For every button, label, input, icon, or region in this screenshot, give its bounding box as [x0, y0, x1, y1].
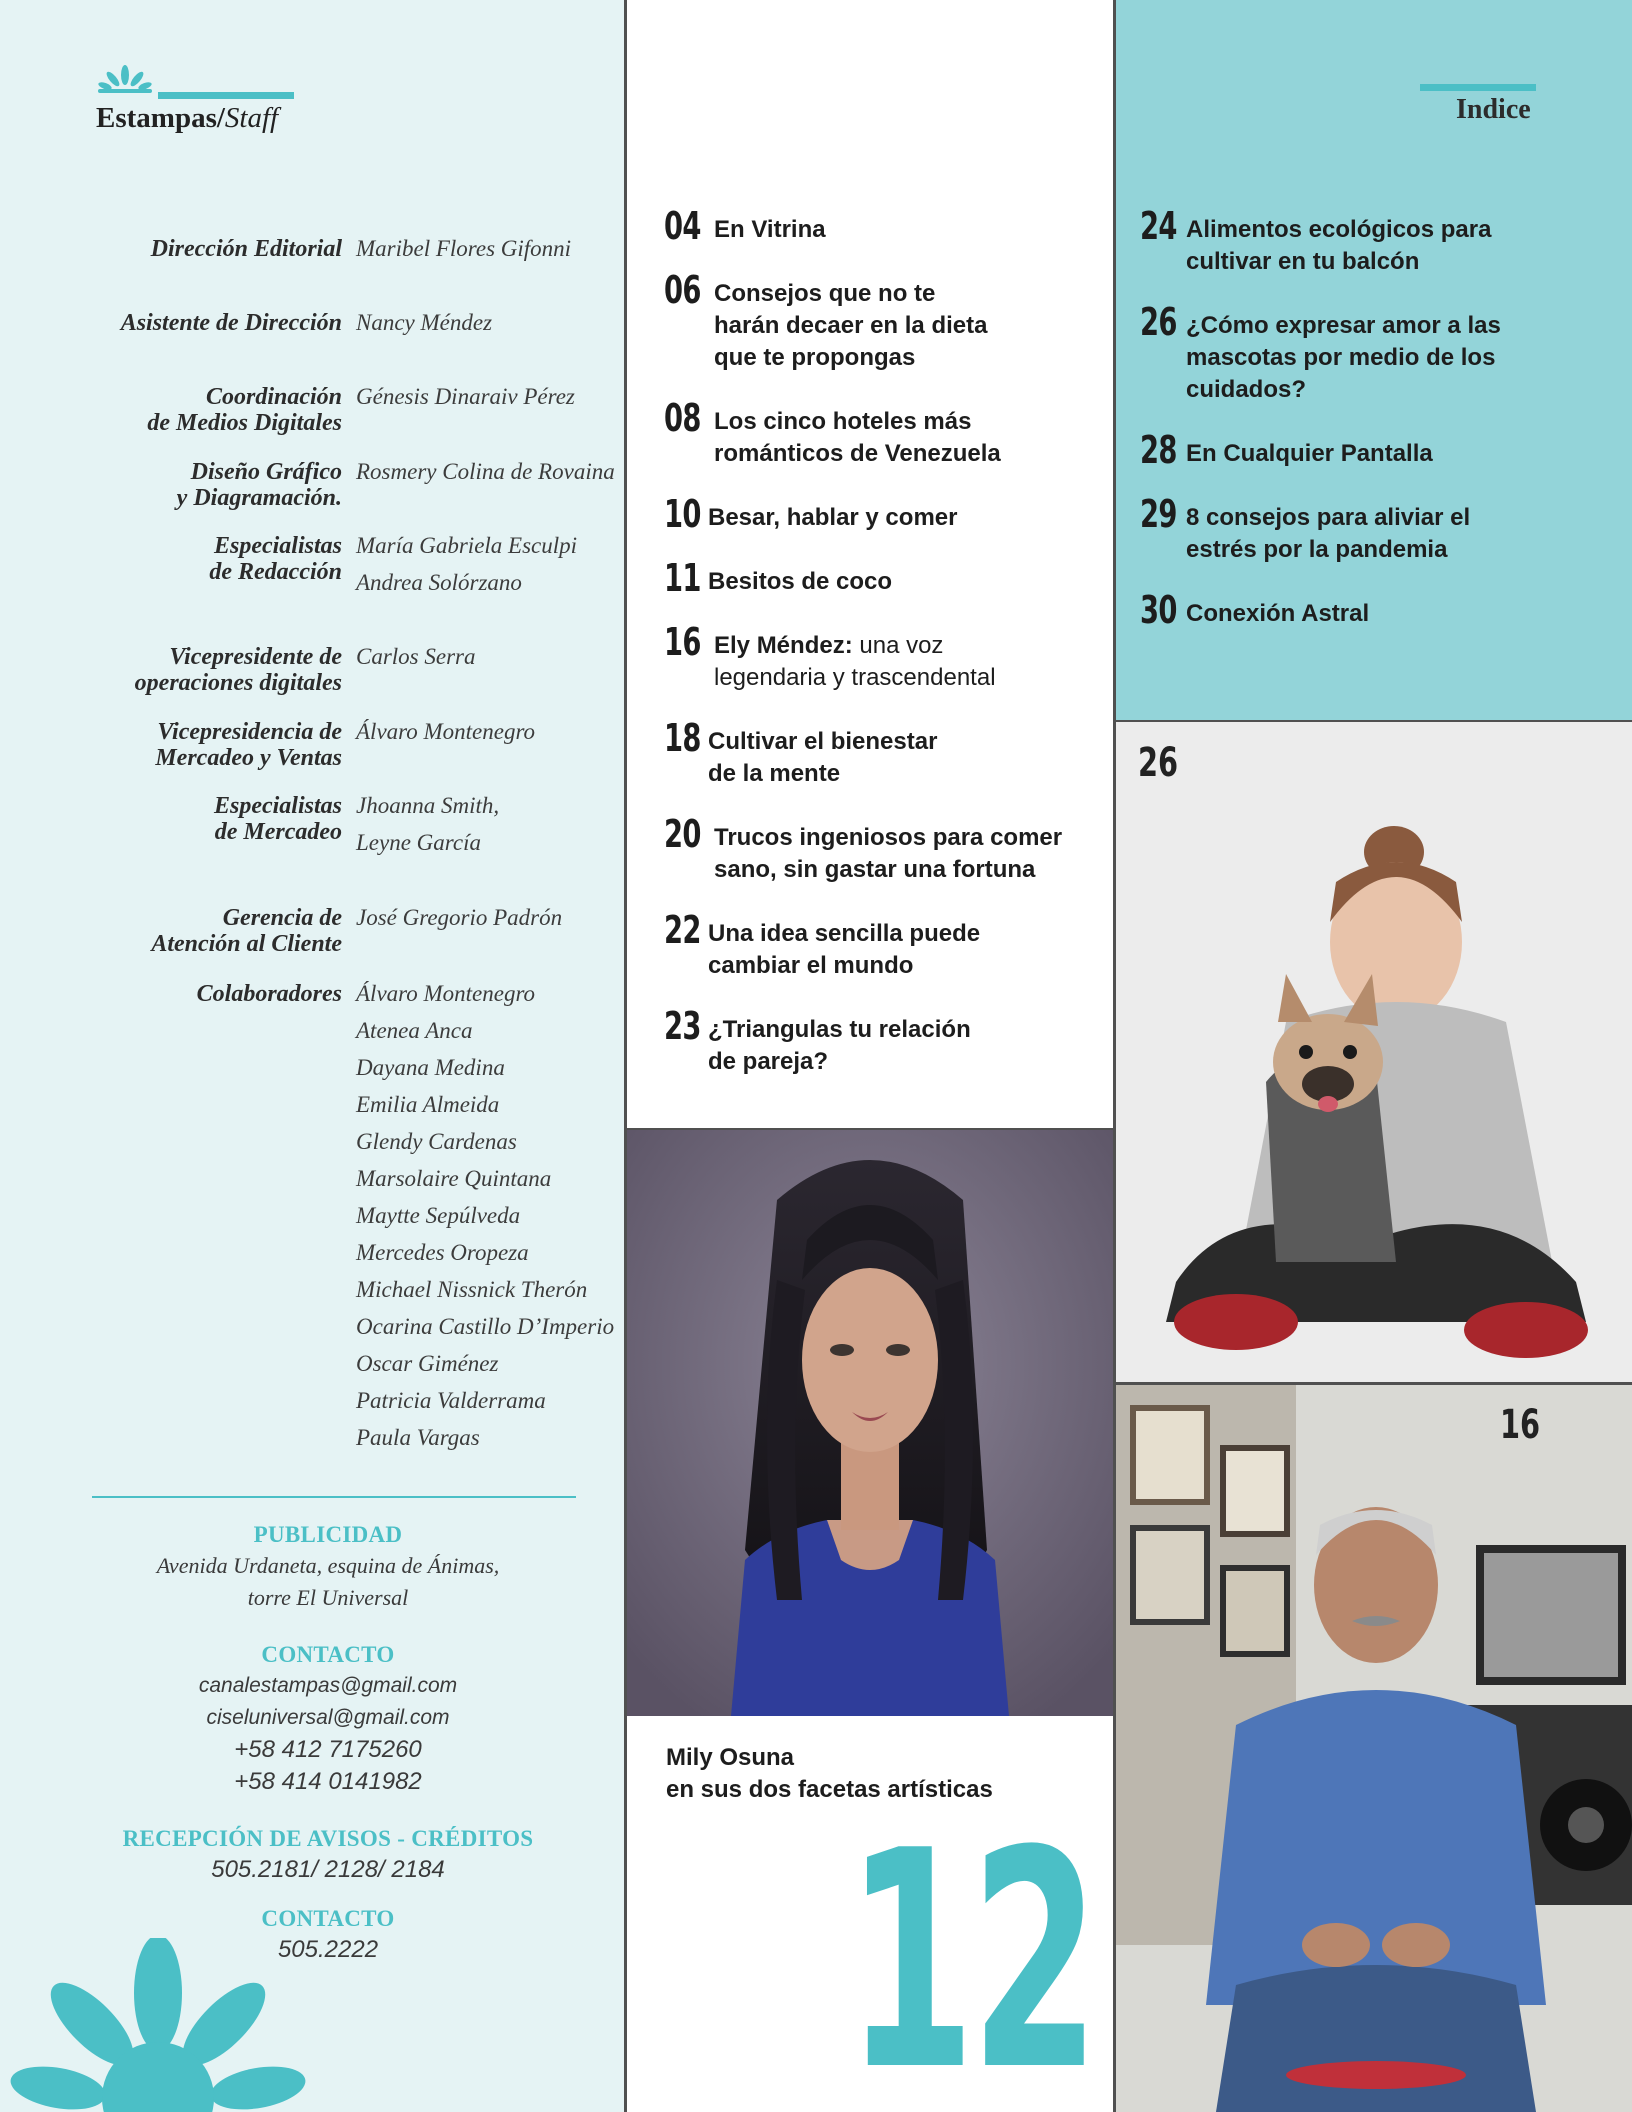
staff-role: Gerencia de Atención al Cliente: [151, 905, 342, 957]
staff-names: María Gabriela Esculpi Andrea Solórzano: [356, 533, 578, 595]
staff-role: Vicepresidencia de Mercadeo y Ventas: [155, 719, 342, 771]
contacto2-phone: 505.2222: [277, 1936, 379, 1963]
brand-wordmark: Estampas/Staff: [96, 102, 279, 134]
index-title: Indice: [1456, 94, 1531, 125]
contact-email[interactable]: canalestampas@gmail.com: [198, 1674, 458, 1697]
toc-page-number: 20: [664, 812, 701, 856]
girl-dog-illustration: [1116, 722, 1632, 1382]
toc-page-number: 08: [664, 396, 701, 440]
avisos-phones: 505.2181/ 2128/ 2184: [211, 1856, 445, 1883]
staff-names: Carlos Serra: [356, 644, 476, 669]
flower-decoration-icon: [10, 1938, 310, 2112]
girl-photo-page-number: 26: [1138, 740, 1179, 786]
staff-divider: [92, 1496, 576, 1498]
man-photo-page-number: 16: [1500, 1402, 1541, 1448]
toc-page-number: 29: [1140, 492, 1177, 536]
publicidad-label: PUBLICIDAD: [253, 1522, 403, 1547]
avisos-label: RECEPCIÓN DE AVISOS - CRÉDITOS: [122, 1826, 534, 1851]
staff-role: Especialistas de Mercadeo: [213, 793, 342, 845]
publicidad-block: [0, 1520, 624, 1614]
toc-title: Una idea sencilla puede cambiar el mundo: [708, 920, 981, 979]
toc-page-number: 16: [664, 620, 701, 664]
toc-page-number: 11: [664, 556, 701, 600]
collaborators-list: Álvaro Montenegro Atenea Anca Dayana Medina Emilia Almeida Glendy Cardenas Marsolaire Quintana Maytte Sepúlveda Mercedes Oropeza Michael Nissnick Therón Ocarina Castillo D’Imperio Oscar Giménez Patricia Valderrama Paula Vargas: [356, 981, 615, 1450]
brand-logo: [96, 64, 316, 134]
toc-page-number: 28: [1140, 428, 1177, 472]
toc-page-number: 26: [1140, 300, 1177, 344]
toc-title: Besar, hablar y comer: [708, 504, 958, 531]
toc-title: Ely Méndez: una voz legendaria y trascendental: [714, 632, 996, 691]
mily-osuna-photo[interactable]: [627, 1130, 1113, 1716]
contacto-label: CONTACTO: [261, 1642, 395, 1667]
index-title-bar: [1420, 84, 1536, 91]
toc-page-number: 30: [1140, 588, 1177, 632]
toc-title: ¿Cómo expresar amor a las mascotas por medio de los cuidados?: [1186, 312, 1501, 403]
contact-email[interactable]: ciseluniversal@gmail.com: [206, 1706, 450, 1729]
toc-title: 8 consejos para aliviar el estrés por la pandemia: [1186, 504, 1471, 563]
toc-title: Alimentos ecológicos para cultivar en tu balcón: [1186, 216, 1492, 275]
feature-page-number: 12: [846, 1787, 1095, 2112]
contacto2-label: CONTACTO: [261, 1906, 395, 1931]
staff-names: José Gregorio Padrón: [356, 905, 563, 930]
feature-caption: Mily Osuna en sus dos facetas artísticas: [666, 1744, 993, 1803]
staff-role: Especialistas de Redacción: [209, 533, 342, 585]
toc-page-number: 04: [664, 204, 701, 248]
staff-names: Álvaro Montenegro: [356, 719, 536, 744]
toc-title: Los cinco hoteles más románticos de Venezuela: [714, 408, 1001, 467]
toc-title: Consejos que no te harán decaer en la dieta que te propongas: [714, 280, 988, 371]
staff-names: Jhoanna Smith, Leyne García: [356, 793, 500, 855]
staff-role: Colaboradores: [196, 981, 342, 1007]
brand-bar: [158, 92, 294, 99]
toc-page-number: 18: [664, 716, 701, 760]
staff-names: Génesis Dinaraiv Pérez: [356, 384, 575, 409]
staff-role: Asistente de Dirección: [120, 310, 342, 336]
staff-names: Rosmery Colina de Rovaina: [356, 459, 615, 484]
column-divider-left: [624, 0, 627, 2112]
staff-column: [0, 0, 624, 2112]
toc-page-number: 06: [664, 268, 701, 312]
toc-page-number: 23: [664, 1004, 701, 1048]
staff-role: Diseño Gráfico y Diagramación.: [176, 459, 342, 511]
toc-title: ¿Triangulas tu relación de pareja?: [708, 1016, 971, 1075]
toc-title: En Cualquier Pantalla: [1186, 440, 1433, 467]
staff-role: Dirección Editorial: [150, 236, 342, 262]
staff-role: Vicepresidente de operaciones digitales: [134, 644, 342, 696]
toc-title: Cultivar el bienestar de la mente: [708, 728, 938, 787]
staff-names: Maribel Flores Gifonni: [356, 236, 572, 261]
contact-phone: +58 412 7175260: [234, 1736, 422, 1763]
contact-phone: +58 414 0141982: [234, 1768, 422, 1795]
ely-mendez-photo[interactable]: [1116, 1385, 1632, 2112]
publicidad-line: torre El Universal: [247, 1585, 409, 1610]
toc-page-number: 10: [664, 492, 701, 536]
toc-title: En Vitrina: [714, 216, 826, 243]
woman-portrait-illustration: [627, 1130, 1113, 1716]
toc-title: Besitos de coco: [708, 568, 893, 595]
avisos-block: [0, 1824, 624, 1886]
toc-page-number: 22: [664, 908, 701, 952]
publicidad-line: Avenida Urdaneta, esquina de Ánimas,: [156, 1553, 500, 1578]
toc-title: Conexión Astral: [1186, 600, 1370, 627]
staff-names: Nancy Méndez: [356, 310, 493, 335]
logo-burst-icon: [98, 64, 152, 94]
girl-with-dog-photo[interactable]: [1116, 722, 1632, 1382]
toc-title: Trucos ingeniosos para comer sano, sin gastar una fortuna: [714, 824, 1063, 883]
staff-role: Coordinación de Medios Digitales: [147, 384, 342, 436]
man-portrait-illustration: [1116, 1385, 1632, 2112]
contacto-block: [0, 1640, 624, 1798]
toc-page-number: 24: [1140, 204, 1177, 248]
